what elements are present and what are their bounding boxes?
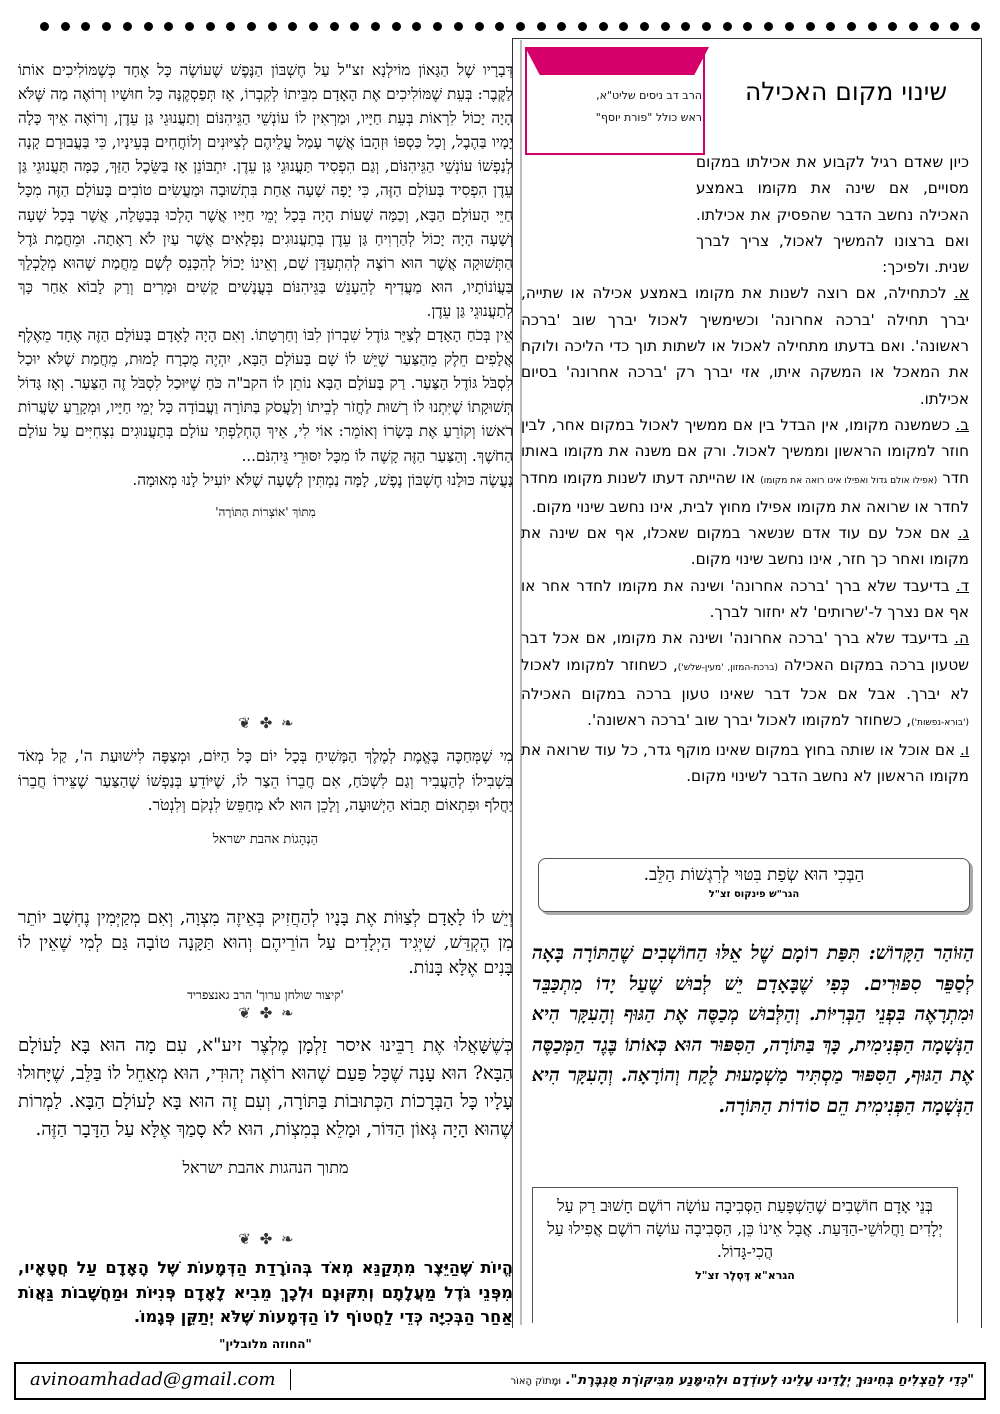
clause-label: ד. (955, 576, 969, 595)
quote-text: הַבְּכִי הוּא שְׂפַת בִּטּוּי לְרִגְשׁוֹת הַלֵּב. (643, 865, 865, 885)
clause-label: ה. (954, 629, 970, 648)
halacha-corner-badge (525, 47, 705, 155)
article-paragraph: כְּשֶׁשָּׁאֲלוּ אֶת רַבֵּינוּ איסר זַלְמָן מֶלְצֶר זיע"א, עִם מָה הוּא בָּא לָעוֹלָם הַבָּא? הוּא עָנָה שֶׁכָּל פַּעַם שֶׁהוּא רוֹאֶה יְהוּדִי, הוּא מְאַחֵל לוֹ בַּלֵּב, שֶׁיָּחוּלוּ עָלָיו כָּל הַבְּרָכוֹת הַכְּתוּבוֹת בַּתּוֹרָה, וְעִם זֶה הוּא בָּא לָעוֹלָם הַבָּא. לַמְרוֹת שֶׁהוּא הָיָה גְּאוֹן הַדּוֹר, וּמָלֵא בְּמִצְוֹת, הוּא לֹא סָמַךְ אֶלָּא עַל הַדָּבָר הַזֶּה. (18, 1035, 513, 1140)
clause-note: ('בורא-נפשות') (911, 718, 969, 729)
clause-text: , כשחוזר למקומו לאכול לא יברך. אבל אם אכל דבר שאינו טעון ברכה במקום האכילה (521, 655, 969, 703)
quote-box-pinkus (538, 858, 970, 912)
halacha-clause-e (521, 625, 969, 736)
clause-label: ו. (960, 740, 970, 759)
article-paragraph: דְּבָרָיו שֶׁל הַגָּאוֹן מוֹילְנָא זצ"ל עַל חֶשְׁבּוֹן הַנֶּפֶשׁ שֶׁעוֹשֶׂה כָּל אֶחָד כְּשֶׁמּוֹלִיכִים אוֹתוֹ לַקֶּבֶר: בְּעֵת שֶׁמּוֹלִיכִים אֶת הָאָדָם מִבֵּיתוֹ לְקִבְרוֹ, אָז תְּפַסְקֶנָּה כָּל חוּשָׁיו וְרוֹאֶה מַה שֶּׁלֹּא הָיָה יָכוֹל לִרְאוֹת בְּעֵת חַיָּיו, וּמַרְאִין לוֹ עוֹנְשֵׁי הַגֵּיהִנּוֹם וְתַעֲנוּגֵי גַּן עֵדֶן, וְרוֹאֶה אֵיךְ כָּלָה יָמָיו בַּהֶבֶל, וְכָל כַּסְפּוֹ וּזְהָבוֹ אֲשֶׁר עָמַל עֲלֵיהֶם לְצִיּוּנִים וְלוֹחֲחִים בְּעֵינָיו, כִּי בַּעֲבוּרָם קָנָה לְנַפְשׁוֹ עוֹנְשֵׁי הַגֵּיהִנּוֹם, וְגַם הִפְסִיד תַּעֲנוּגֵי גַּן עֵדֶן. יִתְבּוֹנֵן אָז בַּשֵּׂכֶל הַזַּךְ, כַּמָּה תַּעֲנוּגֵי גַּן עֵדֶן הִפְסִיד בָּעוֹלָם הַזֶּה, כִּי יָפָה שָׁעָה אַחַת בִּתְשׁוּבָה וּמַעֲשִׂים טוֹבִים בָּעוֹלָם הַזֶּה מִכָּל חַיֵּי הָעוֹלָם הַבָּא, וְכַמָּה שָׁעוֹת הָיָה בְּכָל יְמֵי חַיָּיו אֲשֶׁר הָלְכוּ בְּבַטָּלָה, אֲשֶׁר בְּכָל שָׁעָה וְשָׁעָה הָיָה יָכוֹל לְהַרְוִיחַ גַּן עֵדֶן בְּתַעֲנוּגִים נִפְלָאִים אֲשֶׁר עַיִן לֹא רָאָתָה. וּמֵחֲמַת גֹּדֶל הַתְּשׁוּקָה אֲשֶׁר הוּא רוֹצֶה לְהִתְעַדֵּן שָׁם, וְאֵינוֹ יָכוֹל לְהִכָּנֵס לְשָׁם מֵחֲמַת שֶׁהוּא מְלֻכְלָךְ בַּעֲוֹנוֹתָיו, הוּא מַעֲדִיף לְהֵעָנֵשׁ בַּגֵּיהִנּוֹם בְּעֳנָשִׁים קָשִׁים וּמָרִים וְרַק לָבוֹא אַחַר כָּךְ לְתַעֲנוּגֵי גַּן עֵדֶן. (18, 61, 513, 320)
ornament-divider: ❦ ✤ ❧ (238, 1230, 296, 1248)
article-tzavaa (18, 906, 513, 1008)
ornament-divider: ❦ ✤ ❧ (238, 1004, 296, 1022)
clause-text: לכתחילה, אם רוצה לשנות את מקומו באמצע אכילה או שתייה, יברך תחילה 'ברכה אחרונה' וכשימשיך לאכול יברך שוב 'ברכה ראשונה'. ואם בדעתו מתחילה לאכול או לשתות תוך כדי הליכה ולוקח את המאכל או המשקה איתו, אזי יברך רק 'ברכה אחרונה' בסיום אכילתו. (521, 284, 969, 408)
article-meltzer (18, 1032, 513, 1182)
clause-note: (אפילו אולם גדול ואפילו אינו רואה את מקומו) (760, 475, 938, 486)
halacha-clause-b (521, 412, 969, 520)
clause-text: או שהייתה דעתו לשנות מקומו מחדר לחדר או שרואה את מקומו אפילו מחוץ לבית, אינו נחשב שינוי מקום. (521, 468, 969, 516)
clause-label: ג. (957, 524, 970, 543)
quote-box-dessler (532, 1187, 958, 1323)
article-chozeh (18, 1256, 513, 1356)
badge-label: פינת ההלכה (577, 51, 657, 67)
badge-author: הרב דב ניסים שליט"א, (596, 89, 702, 102)
article-paragraph: מִי שֶׁמְּחַכֶּה בֶּאֱמֶת לְמֶלֶךְ הַמָּשִׁיחַ בְּכָל יוֹם כָּל הַיּוֹם, וּמְצַפֶּה לִישׁוּעַת ה', קַל מְאֹד בִּשְׁבִילוֹ לְהַעֲבִיר וְגַם לִשְׁכֹּחַ, אִם חֲבֵרוֹ הֵצַר לוֹ, שֶׁיּוֹדֵעַ בְּנַפְשׁוֹ שֶׁהַצַּעַר שֶׁצֵּירוֹ חֲבֵרוֹ יַחֲלֹף וּפִתְאוֹם תָּבוֹא הַיְשׁוּעָה, וְלָכֵן הוּא לֹא מְחַפֵּשׂ לִנְקֹם וְלִנְטֹר. (18, 747, 513, 814)
articles-column (12, 38, 517, 1351)
quote-author: הגר"ש פינקוס זצ"ל (708, 889, 800, 900)
clause-note: (ברכת-המזון, 'מעין-שלש') (677, 662, 778, 673)
article-paragraph: נַעֲשֶׂה כּוּלָנוּ חֶשְׁבּוֹן נֶפֶשׁ, לָמָּה נַמְתִּין לְשָׁעָה שֶׁלֹּא יוֹעִיל לָנוּ מְאוּמָה. (132, 470, 513, 489)
quote-author: הגרא"א דֶּסְלֶר זצ"ל (695, 1269, 795, 1282)
article-paragraph: וְיֵשׁ לוֹ לָאָדָם לְצַוּוֹת אֶת בָּנָיו לְהַחֲזִיק בְּאֵיזֶה מִצְוָה, וְאִם מְקַיְּמִין נֶחְשָׁב יוֹתֵר מִן הֶקְדֵּשׁ, שִׁיְּגִיד הַיְלָדִים עַל הוֹרֵיהֶם וְהוּא תַּקָּנָה טוֹבָה גַּם לְמִי שֶׁאֵין לוֹ בָּנִים אֶלָּא בָּנוֹת. (18, 908, 513, 978)
top-dots-border (40, 14, 980, 38)
clause-text: אם אוכל או שותה בחוץ במקום שאינו מוקף גדר, כל עוד שרואה את מקומו הראשון לא נחשב הדבר לשינוי מקום. (521, 740, 969, 785)
article-source: 'קיצור שולחן ערוך' הרב גאנצפריד (187, 988, 344, 1002)
article-mashiach (18, 744, 513, 852)
quote-text: בְּנֵי אָדָם חוֹשְׁבִים שֶׁהַשְׁפָּעַת הַסְּבִיבָה עוֹשָׂה רוֹשֶׁם חָשׁוּב רַק עַל יְלָדִים וַחֲלוּשֵׁי-הַדַּעַת. אֲבָל אֵינוֹ כֵּן, הַסְּבִיבָה עוֹשָׂה רוֹשֶׁם אֲפִילוּ עַל הֲכִי-גָּדוֹל. (547, 1196, 943, 1261)
article-paragraph: אֵין בְּכֹחַ הָאָדָם לְצַיֵּר גּוֹדֶל שִׁבְרוֹן לִבּוֹ וְחַרְטָתוֹ. וְאִם הָיָה לָאָדָם בָּעוֹלָם הַזֶּה אֶחָד מֵאֶלֶף אֲלָפִים חֵלֶק מֵהַצַּעַר שֶׁיֵּשׁ לוֹ שָׁם בָּעוֹלָם הַבָּא, יִהְיֶה מֻכְרָח לָמוּת, מֵחֲמַת שֶׁלֹּא יוּכַל לִסְבֹּל גּוֹדֶל הַצַּעַר. רַק בָּעוֹלָם הַבָּא נוֹתֵן לוֹ הקב"ה כֹּחַ שֶׁיּוּכַל לִסְבֹּל זֶה הַצַּעַר. וְאָז גָּדוֹל תְּשׁוּקָתוֹ שֶׁיִּתְנוּ לוֹ רְשׁוּת לַחֲזֹר לְבֵיתוֹ וְלַעֲסֹק בַּתּוֹרָה וַעֲבוֹדָה כָּל יְמֵי חַיָּיו, וּמְקָרֵעַ שַׂעֲרוֹת רֹאשׁוֹ וְקוֹרֵעַ אֶת בְּשָׂרוֹ וְאוֹמֵר: אוֹי לִי, אֵיךְ הֶחְלַפְתִּי עוֹלָם בְּתַעֲנוּגִים נִצְחִיִּים עַל עוֹלָם הַחֹשֶׁךְ. וְהַצַּעַר הַזֶּה קָשֶׁה לוֹ מִכָּל יִסּוּרֵי גֵּיהִנֹּם... (18, 326, 513, 465)
contact-email[interactable]: avinoamhadad@gmail.com (30, 1369, 291, 1390)
clause-label: ב. (955, 415, 969, 434)
clause-text: , כשחוזר למקומו לאכול יברך שוב 'ברכה ראשונה'. (587, 711, 912, 730)
page-title: שינוי מקום האכילה (744, 77, 948, 106)
halacha-clause-d (521, 573, 969, 626)
clause-text: כשמשנה מקומו, אין הבדל בין אם ממשיך לאכול במקום אחר, לבין חוזר למקומו הראשון וממשיך לאכול. ורק אם משנה את מקומו באותו חדר (521, 415, 970, 487)
ornament-divider: ❦ ✤ ❧ (238, 714, 296, 732)
halacha-clause-c (521, 520, 969, 573)
halacha-intro: כיון שאדם רגיל לקבוע את אכילתו במקום מסויים, אם שינה את מקומו באמצע האכילה נחשב הדבר שהפסיק את אכילתו. ואם ברצונו להמשיך לאכול, צריך לברך שנית. ולפיכך: (696, 153, 969, 277)
halacha-text (521, 149, 969, 789)
halacha-clause-a (521, 280, 969, 411)
article-source: "החוזה מלובלין" (219, 1336, 312, 1351)
halacha-clause-f (521, 737, 969, 790)
clause-text: בדיעבד שלא ברך 'ברכה אחרונה' ושינה את מקומו, אם אכל דבר שטעון ברכה במקום האכילה (521, 629, 969, 674)
footer-motto (510, 1373, 974, 1388)
clause-label: א. (954, 284, 969, 303)
article-source: מתוך הנהגות אהבת ישראל (182, 1158, 349, 1177)
halacha-column (512, 38, 982, 1328)
badge-affiliation: ראש כולל "פורת יוסף" (595, 111, 702, 124)
footer-bar (14, 1362, 986, 1400)
article-source: הַנְהָגוֹת אהבת ישראל (212, 831, 319, 847)
clause-text: אם אכל עם עוד אדם שנשאר במקום שאכלו, אף אם שינה את מקומו ואחר כך חזר, אינו נחשב שינוי מקום. (521, 524, 969, 569)
motto-text: "כְּדֵי לְהַצְלִיחַ בְּחִינּוּךְ יְלָדֵינוּ עָלֵינוּ לְעוֹדְדָם וּלְהִימָּנַע מִבִּיקּוֹרֶת מֻגְבֶּרֶת". (565, 1373, 974, 1388)
article-vilna-gaon (18, 58, 513, 524)
article-paragraph: הֱיוֹת שֶׁהַיֵּצֶר מִתְקַנֵּא מְאֹד בְּהוֹרָדַת הַדְּמָעוֹת שֶׁל הָאָדָם עַל חֲטָאָיו, מִפְּנֵי גֹּדֶל מַעֲלָתָם וְתִקּוּנָם וּלְכָךְ מֵבִיא לָאָדָם פְּנִיּוֹת וּמַחֲשָׁבוֹת גַּאֲוֹת אַחַר הַבְּכִיָּה כְּדֵי לַחֲטוֹף לוֹ הַדְּמָעוֹת שֶׁלֹּא יְתַקֵּן פְּגָמוֹ. (18, 1258, 513, 1326)
clause-text: בדיעבד שלא ברך 'ברכה אחרונה' ושינה את מקומו לחדר אחר או אף אם נצרך ל-'שרותים' לא יחזור לברך. (521, 576, 969, 622)
zohar-paragraph: הַזּוֹהַר הַקָּדוֹשׁ: תִּפַּת רוֹמָם שֶׁל אֵלּוּ הַחוֹשְׁבִים שֶׁהַתּוֹרָה בָּאָה לְסַפֵּר סִפּוּרִים. כְּפִי שֶׁבָּאָדָם יֵשׁ לְבוּשׁ שֶׁעַל יָדוֹ מִתְכַּבֵּד וּמִתְרָאֶה בִּפְנֵי הַבְּרִיּוֹת. וְהַלְּבוּשׁ מְכַסֶּה אֶת הַגּוּף וְהָעִקָּר הִיא הַנְּשָׁמָה הַפְּנִימִית, כָּךְ בַּתּוֹרָה, הַסִּפּוּר הוּא כְּאוֹתוֹ בֶּגֶד הַמְּכַסֶּה אֶת הַגּוּף, הַסִּפּוּר מַסְתִּיר מַשְׁמָעוּת לֶקַח וְהוֹרָאָה. וְהָעִקָּר הִיא הַנְּשָׁמָה הַפְּנִימִית הֵם סוֹדוֹת הַתּוֹרָה. (532, 942, 974, 1117)
article-source: מִתּוֹךְ 'אוֹצְרוֹת הַתּוֹרָה' (215, 504, 316, 519)
motto-source: וּמָתוֹק הָאוֹר (510, 1376, 562, 1387)
